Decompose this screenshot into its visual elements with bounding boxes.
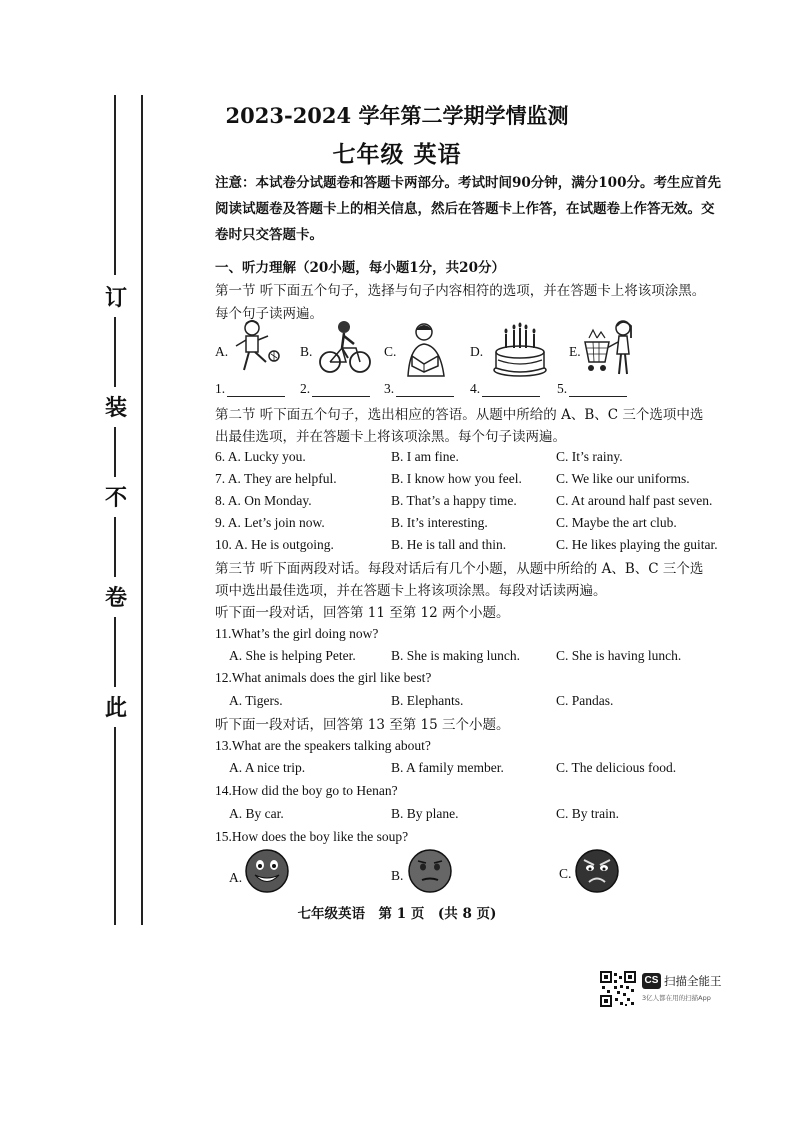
answer-blank-5 (557, 381, 627, 397)
q13-stem: 13.What are the speakers talking about? (215, 738, 431, 753)
q6-option-c: C. It’s rainy. (556, 449, 623, 464)
page-footer: 七年级英语 第 1 页 (共 8 页) (297, 906, 497, 922)
q13-option-b: B. A family member. (391, 760, 504, 775)
picture-label: C. (384, 344, 397, 359)
q8-option-b: B. That’s a happy time. (391, 493, 517, 508)
qr-code-icon (600, 971, 636, 1007)
q12-option-c: C. Pandas. (556, 693, 614, 708)
answer-blank-3 (384, 381, 454, 397)
scanner-app-name: 扫描全能王 (664, 974, 722, 988)
girl-riding-bike-icon (318, 318, 373, 380)
part1-heading: 一、听力理解（20小题，每小题1分，共20分） (215, 260, 505, 276)
section2-instructions-cont: 出最佳选项，并在答题卡上将该项涂黑。每个句子读两遍。 (215, 429, 566, 445)
binding-margin (100, 95, 145, 925)
man-reading-book-icon (398, 318, 458, 380)
exam-subject: 七年级 英语 (332, 141, 462, 168)
scanner-tagline: 3亿人都在用的扫描App (642, 994, 711, 1002)
section3-instructions-cont: 项中选出最佳选项，并在答题卡上将该项涂黑。每段对话读两遍。 (215, 583, 607, 599)
notice (215, 170, 725, 248)
blank-line (569, 382, 627, 397)
q14-option-a: A. By car. (229, 806, 284, 821)
q11-stem: 11.What’s the girl doing now? (215, 626, 379, 641)
notice-text: 本试卷分试题卷和答题卡两部分。考试时间90分钟，满分100分。考生应首先阅读试题卷及答题卡上的相关信息，然后在答题卡上作答，在试题卷上作答无效。交卷时只交答题卡。 (215, 175, 721, 243)
answer-blank-4 (470, 381, 540, 397)
answer-blank-1 (215, 381, 285, 397)
blank-number: 5. (557, 381, 568, 396)
blank-number: 1. (215, 381, 226, 396)
binding-char: 此 (104, 695, 127, 721)
blank-number: 4. (470, 381, 481, 396)
picture-label: E. (569, 344, 581, 359)
q7-option-a: 7. A. They are helpful. (215, 471, 337, 486)
angry-face-icon (574, 848, 620, 894)
section2-instructions: 第二节 听下面五个句子，选出相应的答语。从题中所给的 A、B、C 三个选项中选 (215, 407, 704, 423)
boy-playing-soccer-icon (230, 318, 285, 380)
q8-option-c: C. At around half past seven. (556, 493, 713, 508)
binding-char: 装 (104, 395, 127, 421)
blank-number: 3. (384, 381, 395, 396)
q7-option-b: B. I know how you feel. (391, 471, 522, 486)
scanner-watermark (600, 971, 730, 1007)
section3-instructions: 第三节 听下面两段对话。每段对话后有几个小题，从题中所给的 A、B、C 三个选 (215, 561, 704, 577)
section1-instructions: 第一节 听下面五个句子，选择与句子内容相符的选项，并在答题卡上将该项涂黑。 (215, 283, 706, 299)
binding-line (141, 95, 143, 925)
exam-title: 2023-2024 学年第二学期学情监测 (225, 103, 569, 128)
dialog2-intro: 听下面一段对话，回答第 13 至第 15 三个小题。 (215, 717, 510, 733)
binding-char: 订 (104, 285, 127, 311)
q11-option-a: A. She is helping Peter. (229, 648, 356, 663)
binding-char: 不 (104, 485, 127, 511)
scanner-logo: CS (642, 973, 661, 989)
q9-option-a: 9. A. Let’s join now. (215, 515, 325, 530)
picture-label: B. (300, 344, 313, 359)
q14-option-c: C. By train. (556, 806, 619, 821)
q12-option-b: B. Elephants. (391, 693, 464, 708)
neutral-face-icon (407, 848, 453, 894)
birthday-cake-icon (490, 318, 550, 380)
q6-option-a: 6. A. Lucky you. (215, 449, 306, 464)
q15-option-c: C. (559, 866, 572, 881)
q10-option-a: 10. A. He is outgoing. (215, 537, 334, 552)
q11-option-b: B. She is making lunch. (391, 648, 520, 663)
blank-line (482, 382, 540, 397)
binding-segment (114, 517, 116, 577)
notice-label: 注意： (215, 175, 256, 191)
q12-option-a: A. Tigers. (229, 693, 283, 708)
binding-char: 卷 (104, 585, 127, 611)
q9-option-b: B. It’s interesting. (391, 515, 488, 530)
blank-line (227, 382, 285, 397)
blank-line (312, 382, 370, 397)
section1-instructions-cont: 每个句子读两遍。 (215, 306, 323, 322)
q13-option-c: C. The delicious food. (556, 760, 677, 775)
q14-stem: 14.How did the boy go to Henan? (215, 783, 398, 798)
q10-option-b: B. He is tall and thin. (391, 537, 507, 552)
binding-segment (114, 727, 116, 925)
answer-blank-2 (300, 381, 370, 397)
picture-label: D. (470, 344, 484, 359)
q13-option-a: A. A nice trip. (229, 760, 306, 775)
binding-segment (114, 317, 116, 387)
q15-stem: 15.How does the boy like the soup? (215, 829, 409, 844)
q15-option-a: A. (229, 870, 243, 885)
blank-line (396, 382, 454, 397)
happy-face-icon (244, 848, 290, 894)
q12-stem: 12.What animals does the girl like best? (215, 670, 432, 685)
picture-label: A. (215, 344, 229, 359)
blank-number: 2. (300, 381, 311, 396)
q15-option-b: B. (391, 868, 404, 883)
q10-option-c: C. He likes playing the guitar. (556, 537, 718, 552)
q6-option-b: B. I am fine. (391, 449, 459, 464)
q7-option-c: C. We like our uniforms. (556, 471, 690, 486)
binding-segment (114, 427, 116, 477)
woman-shopping-cart-icon (583, 318, 643, 380)
q8-option-a: 8. A. On Monday. (215, 493, 312, 508)
dialog1-intro: 听下面一段对话，回答第 11 至第 12 两个小题。 (215, 605, 510, 621)
binding-segment (114, 617, 116, 687)
q11-option-c: C. She is having lunch. (556, 648, 682, 663)
q14-option-b: B. By plane. (391, 806, 459, 821)
q9-option-c: C. Maybe the art club. (556, 515, 677, 530)
